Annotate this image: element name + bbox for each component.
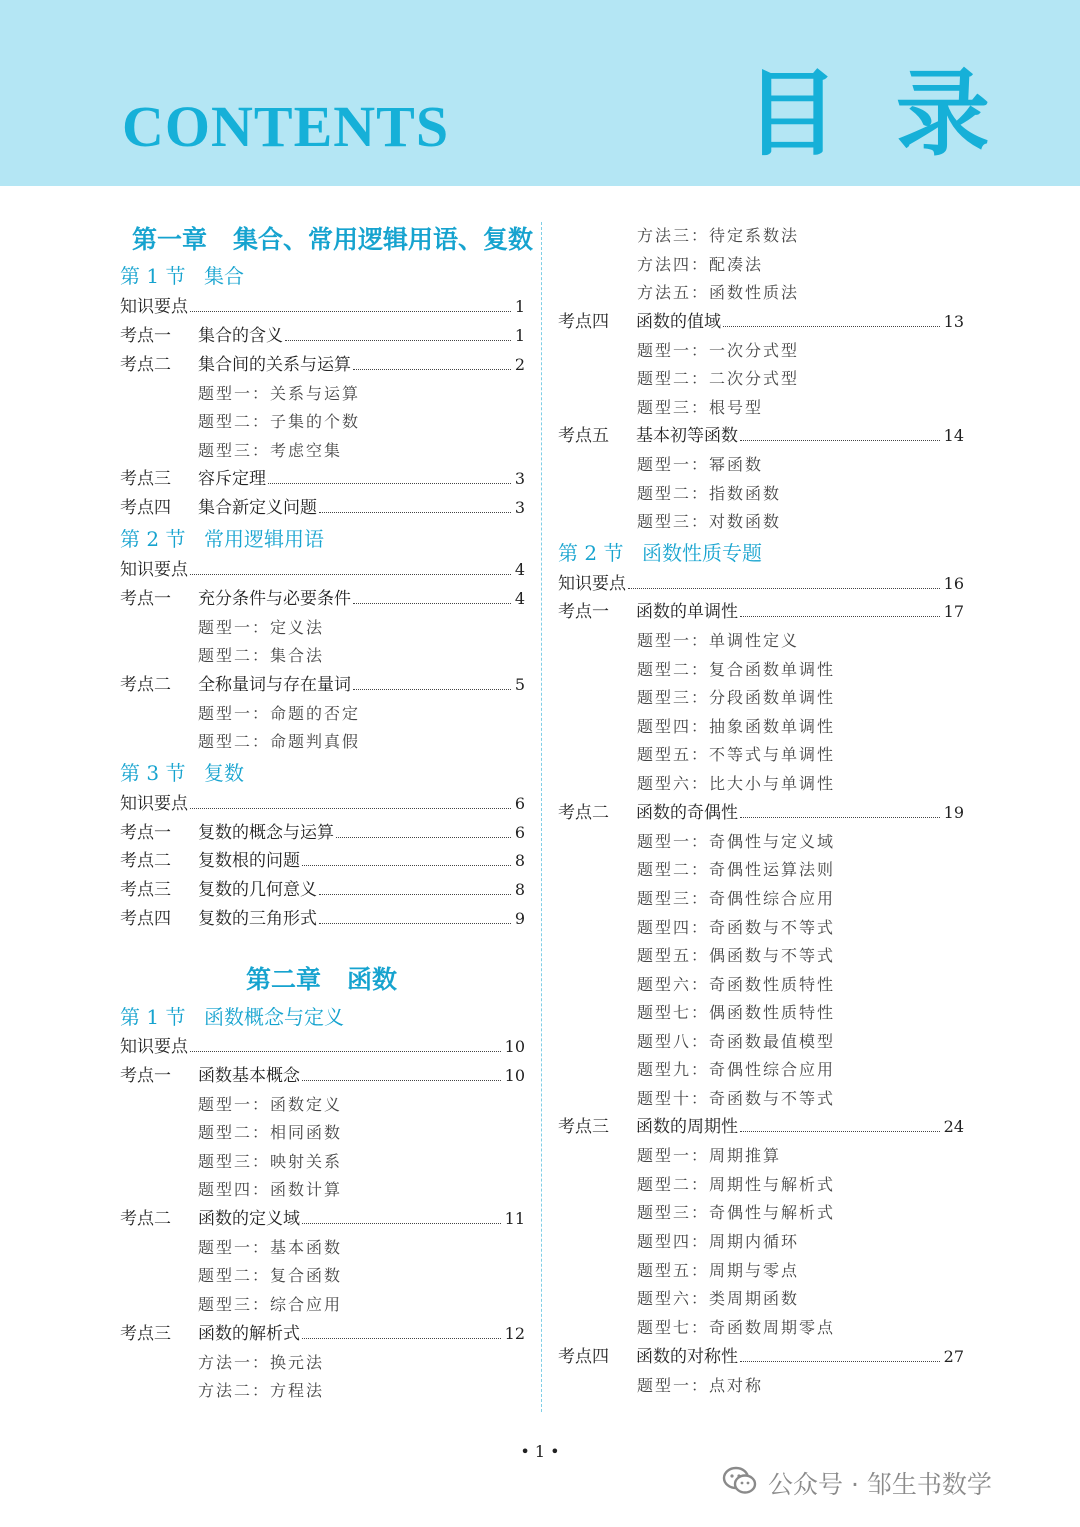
entry-label: 考点二 <box>120 1209 171 1229</box>
entry-title: 函数的对称性 <box>636 1347 738 1367</box>
toc-subentry[interactable]: 题型二：集合法 <box>198 646 325 665</box>
entry-title: 函数的值域 <box>636 312 721 332</box>
leader-dots <box>319 878 511 895</box>
page-number: 10 <box>504 1037 525 1056</box>
entry-label: 考点一 <box>120 589 171 609</box>
leader-dots <box>353 673 511 690</box>
entry-title: 集合新定义问题 <box>198 498 317 518</box>
toc-subentry[interactable]: 题型二：指数函数 <box>637 484 782 503</box>
entry-title: 全称量词与存在量词 <box>198 675 351 695</box>
toc-subentry[interactable]: 题型一：单调性定义 <box>637 631 800 650</box>
page-number: 1 <box>514 297 525 316</box>
entry-title: 基本初等函数 <box>636 426 738 446</box>
toc-subentry[interactable]: 方法一：换元法 <box>198 1353 325 1372</box>
section-title: 集合 <box>204 264 244 288</box>
entry-label: 考点三 <box>558 1117 609 1137</box>
entry-label: 知识要点 <box>120 297 188 317</box>
watermark-text: 公众号 · 邹生书数学 <box>768 1470 992 1499</box>
leader-dots <box>353 353 511 370</box>
entry-title: 集合间的关系与运算 <box>198 355 351 375</box>
leader-dots <box>190 295 511 312</box>
entry-title: 复数的概念与运算 <box>198 823 334 843</box>
toc-entry[interactable] <box>558 1343 964 1371</box>
page-number: 27 <box>943 1347 964 1366</box>
page-number-footer: • 1 • <box>520 1442 560 1461</box>
toc-entry[interactable] <box>120 819 525 847</box>
toc-subentry[interactable]: 题型一：点对称 <box>637 1376 764 1395</box>
section-number: 第 2 节 <box>120 527 186 551</box>
toc-subentry[interactable]: 题型二：命题判真假 <box>198 732 361 751</box>
toc-subentry[interactable]: 题型三：对数函数 <box>637 512 782 531</box>
leader-dots <box>723 310 940 327</box>
page-number: 14 <box>943 426 964 445</box>
toc-subentry[interactable]: 题型四：奇函数与不等式 <box>637 918 836 937</box>
toc-subentry[interactable]: 题型六：奇函数性质特性 <box>637 975 836 994</box>
chapter-heading <box>132 222 533 258</box>
entry-label: 考点二 <box>120 675 171 695</box>
toc-subentry[interactable]: 题型十：奇函数与不等式 <box>637 1089 836 1108</box>
toc-entry[interactable] <box>558 799 964 827</box>
section-heading[interactable] <box>120 524 525 554</box>
entry-label: 考点一 <box>120 326 171 346</box>
toc-subentry[interactable]: 题型九：奇偶性综合应用 <box>637 1060 836 1079</box>
entry-title: 函数的定义域 <box>198 1209 300 1229</box>
entry-label: 知识要点 <box>558 574 626 594</box>
toc-subentry[interactable]: 题型五：偶函数与不等式 <box>637 946 836 965</box>
entry-label: 知识要点 <box>120 560 188 580</box>
toc-subentry[interactable]: 题型五：周期与零点 <box>637 1261 800 1280</box>
toc-subentry[interactable]: 题型二：复合函数 <box>198 1266 343 1285</box>
leader-dots <box>319 496 511 513</box>
page-number: 19 <box>943 803 964 822</box>
leader-dots <box>628 572 940 589</box>
leader-dots <box>319 907 511 924</box>
section-title: 常用逻辑用语 <box>204 527 324 551</box>
toc-subentry[interactable]: 题型二：周期性与解析式 <box>637 1175 836 1194</box>
entry-label: 考点四 <box>120 909 171 929</box>
entry-label: 考点二 <box>120 851 171 871</box>
toc-subentry[interactable]: 题型三：综合应用 <box>198 1295 343 1314</box>
toc-entry[interactable] <box>558 598 964 626</box>
toc-entry[interactable] <box>120 322 525 350</box>
toc-entry[interactable] <box>120 1320 525 1348</box>
leader-dots <box>302 1207 501 1224</box>
entry-label: 考点二 <box>120 355 171 375</box>
contents-title-en: CONTENTS <box>122 94 450 159</box>
leader-dots <box>740 801 940 818</box>
section-title: 复数 <box>204 761 244 785</box>
page-number: 8 <box>514 880 525 899</box>
leader-dots <box>740 600 940 617</box>
entry-title: 充分条件与必要条件 <box>198 589 351 609</box>
toc-subentry[interactable]: 题型三：根号型 <box>637 398 764 417</box>
column-divider <box>541 222 542 1412</box>
toc-subentry[interactable]: 方法五：函数性质法 <box>637 283 800 302</box>
page-number: 6 <box>514 794 525 813</box>
toc-entry[interactable] <box>120 351 525 379</box>
entry-label: 考点三 <box>120 469 171 489</box>
leader-dots <box>302 849 511 866</box>
entry-title: 函数的单调性 <box>636 602 738 622</box>
entry-label: 考点一 <box>120 1066 171 1086</box>
entry-label: 考点五 <box>558 426 609 446</box>
page-number: 2 <box>514 355 525 374</box>
toc-subentry[interactable]: 方法四：配凑法 <box>637 255 764 274</box>
toc-entry[interactable] <box>558 422 964 450</box>
toc-subentry[interactable]: 题型三：映射关系 <box>198 1152 343 1171</box>
page-number: 24 <box>943 1117 964 1136</box>
toc-subentry[interactable]: 题型三：考虑空集 <box>198 441 343 460</box>
entry-label: 知识要点 <box>120 794 188 814</box>
toc-subentry[interactable]: 题型三：奇偶性综合应用 <box>637 889 836 908</box>
toc-subentry[interactable]: 题型一：奇偶性与定义域 <box>637 832 836 851</box>
page-number: 6 <box>514 823 525 842</box>
toc-subentry[interactable]: 题型七：奇函数周期零点 <box>637 1318 836 1337</box>
entry-label: 考点三 <box>120 1324 171 1344</box>
entry-title: 函数基本概念 <box>198 1066 300 1086</box>
leader-dots <box>336 821 511 838</box>
page-number: 17 <box>943 602 964 621</box>
toc-subentry[interactable]: 题型三：分段函数单调性 <box>637 688 836 707</box>
section-heading[interactable] <box>120 261 525 291</box>
chapter-label: 第二章 <box>246 965 322 994</box>
entry-label: 考点四 <box>558 1347 609 1367</box>
entry-title: 复数根的问题 <box>198 851 300 871</box>
page-number: 4 <box>514 560 525 579</box>
contents-title-cn: 目 录 <box>745 60 1002 169</box>
toc-subentry[interactable]: 方法二：方程法 <box>198 1381 325 1400</box>
toc-entry[interactable] <box>120 1205 525 1233</box>
entry-label: 考点四 <box>558 312 609 332</box>
toc-entry[interactable] <box>120 905 525 933</box>
toc-entry[interactable] <box>120 494 525 522</box>
toc-subentry[interactable]: 题型四：抽象函数单调性 <box>637 717 836 736</box>
toc-subentry[interactable]: 题型八：奇函数最值模型 <box>637 1032 836 1051</box>
leader-dots <box>190 558 511 575</box>
page-number: 5 <box>514 675 525 694</box>
entry-title: 函数的周期性 <box>636 1117 738 1137</box>
toc-subentry[interactable]: 题型二：二次分式型 <box>637 369 800 388</box>
toc-subentry[interactable]: 题型二：子集的个数 <box>198 412 361 431</box>
toc-entry[interactable] <box>120 1062 525 1090</box>
section-title: 函数性质专题 <box>642 541 762 565</box>
page-number: 13 <box>943 312 964 331</box>
entry-title: 复数的几何意义 <box>198 880 317 900</box>
section-number: 第 1 节 <box>120 264 186 288</box>
leader-dots <box>302 1064 501 1081</box>
section-number: 第 3 节 <box>120 761 186 785</box>
entry-label: 考点一 <box>120 823 171 843</box>
leader-dots <box>302 1322 501 1339</box>
toc-entry[interactable] <box>120 671 525 699</box>
toc-entry[interactable] <box>558 1113 964 1141</box>
toc-entry[interactable] <box>558 308 964 336</box>
toc-subentry[interactable]: 题型四：周期内循环 <box>637 1232 800 1251</box>
toc-subentry[interactable]: 题型二：相同函数 <box>198 1123 343 1142</box>
toc-entry[interactable] <box>558 570 964 598</box>
toc-subentry[interactable]: 题型二：奇偶性运算法则 <box>637 860 836 879</box>
section-number: 第 2 节 <box>558 541 624 565</box>
toc-entry[interactable] <box>120 790 525 818</box>
chapter-title: 集合、常用逻辑用语、复数 <box>233 225 534 254</box>
toc-entry[interactable] <box>120 1033 525 1061</box>
section-title: 函数概念与定义 <box>204 1005 344 1029</box>
entry-title: 复数的三角形式 <box>198 909 317 929</box>
leader-dots <box>285 324 511 341</box>
section-number: 第 1 节 <box>120 1005 186 1029</box>
toc-subentry[interactable]: 题型六：比大小与单调性 <box>637 774 836 793</box>
page-number: 8 <box>514 851 525 870</box>
toc-entry[interactable] <box>120 847 525 875</box>
leader-dots <box>190 792 511 809</box>
toc-subentry[interactable]: 题型四：函数计算 <box>198 1180 343 1199</box>
header-banner <box>0 0 1080 186</box>
entry-title: 容斥定理 <box>198 469 266 489</box>
page-number: 16 <box>943 574 964 593</box>
entry-label: 考点二 <box>558 803 609 823</box>
page-number: 10 <box>504 1066 525 1085</box>
entry-label: 考点三 <box>120 880 171 900</box>
chapter-title: 函数 <box>347 965 398 994</box>
section-heading[interactable] <box>558 538 964 568</box>
toc-entry[interactable] <box>120 465 525 493</box>
leader-dots <box>740 1345 940 1362</box>
toc-subentry[interactable]: 题型七：偶函数性质特性 <box>637 1003 836 1022</box>
toc-entry[interactable] <box>120 293 525 321</box>
toc-subentry[interactable]: 方法三：待定系数法 <box>637 226 800 245</box>
toc-subentry[interactable]: 题型六：类周期函数 <box>637 1289 800 1308</box>
page-number: 4 <box>514 589 525 608</box>
toc-subentry[interactable]: 题型三：奇偶性与解析式 <box>637 1203 836 1222</box>
section-heading[interactable] <box>120 758 525 788</box>
watermark <box>722 1466 992 1502</box>
toc-subentry[interactable]: 题型一：周期推算 <box>637 1146 782 1165</box>
page-number: 9 <box>514 909 525 928</box>
toc-subentry[interactable]: 题型一：关系与运算 <box>198 384 361 403</box>
entry-title: 函数的解析式 <box>198 1324 300 1344</box>
wechat-icon <box>722 1466 758 1506</box>
page-number: 11 <box>504 1209 525 1228</box>
entry-label: 考点一 <box>558 602 609 622</box>
toc-subentry[interactable]: 题型二：复合函数单调性 <box>637 660 836 679</box>
toc-subentry[interactable]: 题型一：基本函数 <box>198 1238 343 1257</box>
chapter-heading <box>246 962 397 998</box>
leader-dots <box>353 587 511 604</box>
entry-label: 考点四 <box>120 498 171 518</box>
leader-dots <box>190 1035 501 1052</box>
entry-label: 知识要点 <box>120 1037 188 1057</box>
toc-subentry[interactable]: 题型一：定义法 <box>198 618 325 637</box>
page-number: 12 <box>504 1324 525 1343</box>
toc-subentry[interactable]: 题型一：一次分式型 <box>637 341 800 360</box>
toc-subentry[interactable]: 题型一：幂函数 <box>637 455 764 474</box>
toc-subentry[interactable]: 题型一：命题的否定 <box>198 704 361 723</box>
toc-entry[interactable] <box>120 556 525 584</box>
entry-title: 集合的含义 <box>198 326 283 346</box>
leader-dots <box>268 467 511 484</box>
entry-title: 函数的奇偶性 <box>636 803 738 823</box>
chapter-label: 第一章 <box>132 225 208 254</box>
page-number: 3 <box>514 498 525 517</box>
toc-entry[interactable] <box>120 876 525 904</box>
section-heading[interactable] <box>120 1002 525 1032</box>
page-number: 1 <box>514 326 525 345</box>
leader-dots <box>740 424 940 441</box>
toc-entry[interactable] <box>120 585 525 613</box>
toc-subentry[interactable]: 题型五：不等式与单调性 <box>637 745 836 764</box>
leader-dots <box>740 1115 940 1132</box>
toc-subentry[interactable]: 题型一：函数定义 <box>198 1095 343 1114</box>
page-number: 3 <box>514 469 525 488</box>
